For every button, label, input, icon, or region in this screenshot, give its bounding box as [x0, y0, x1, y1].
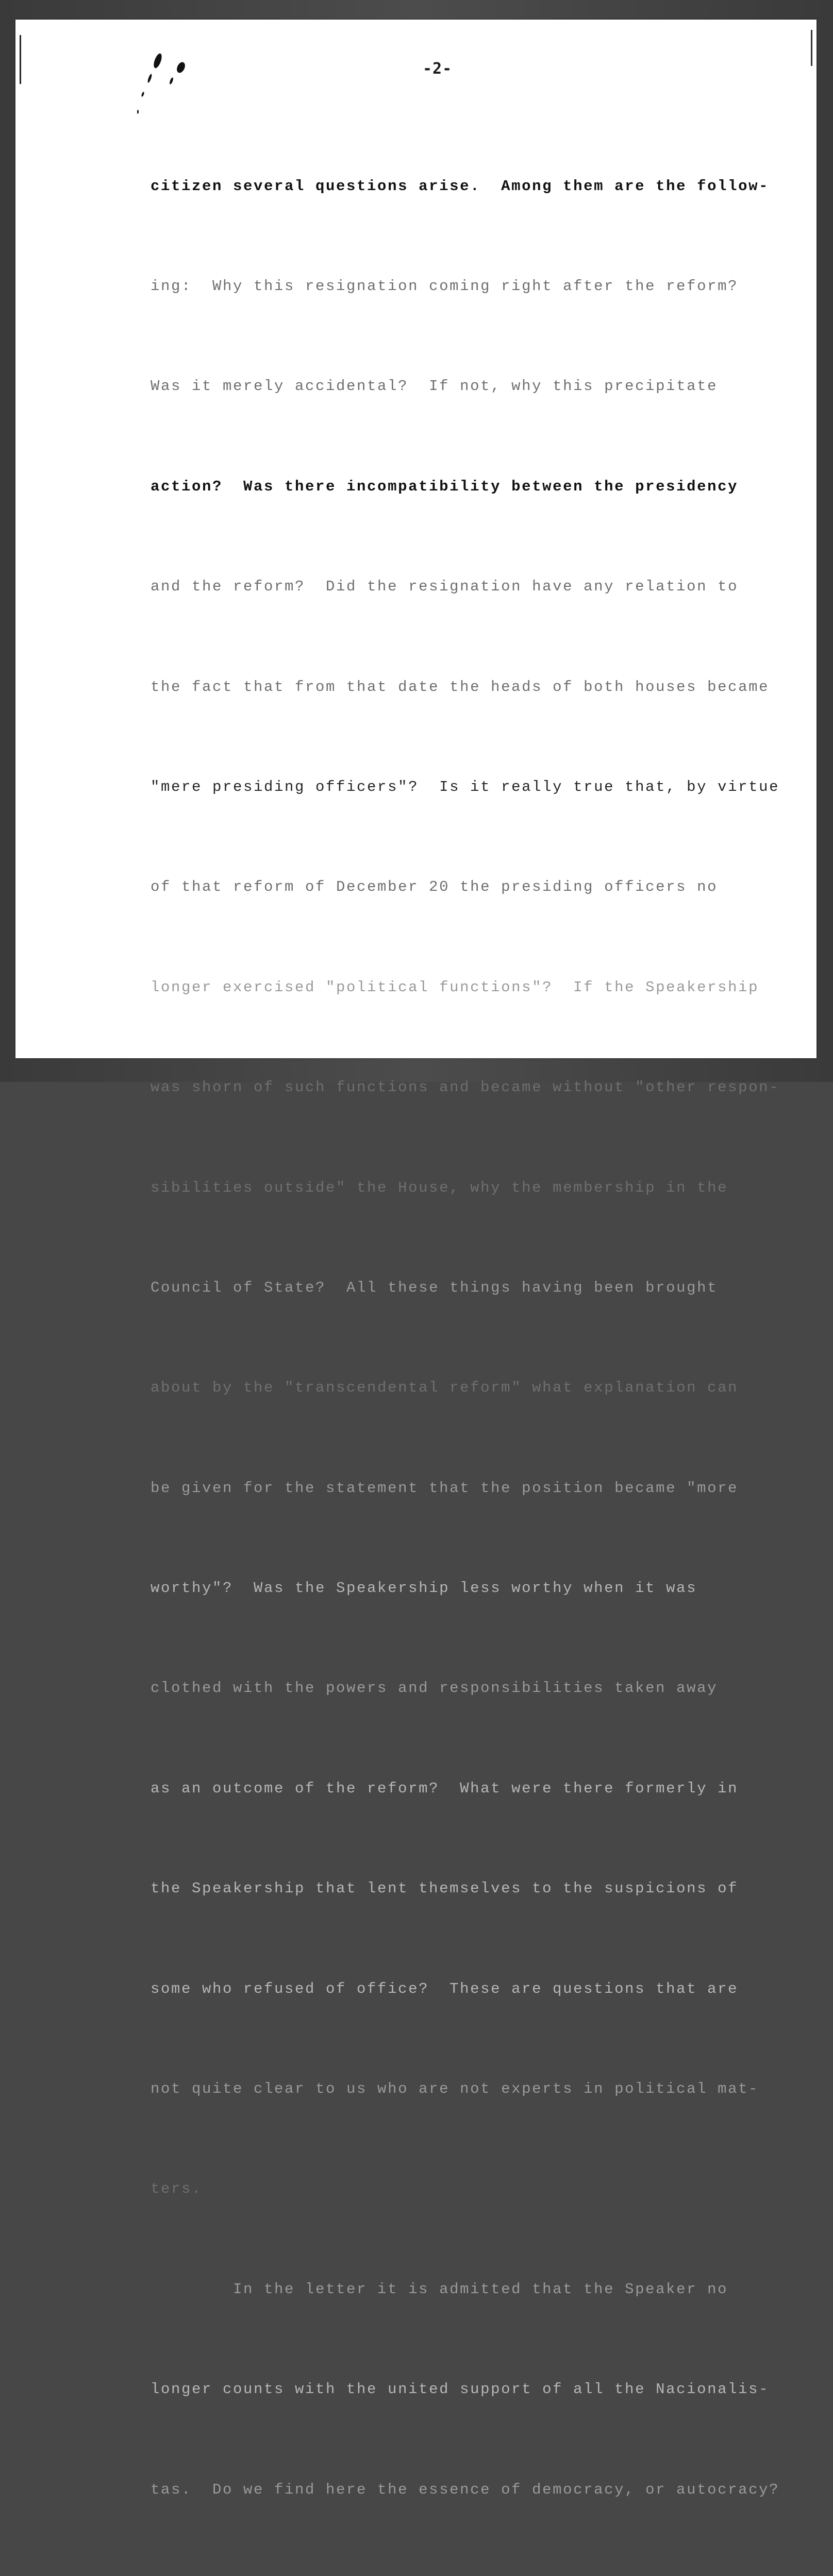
- ink-blot: [147, 74, 153, 83]
- body-line: ing: Why this resignation coming right after the reform?: [151, 277, 739, 295]
- body-line: and the reform? Did the resignation have any relation to: [151, 578, 739, 596]
- body-line: [151, 2573, 790, 2576]
- body-line: longer counts with the united support of all the Nacionalis-: [151, 2381, 770, 2398]
- body-line: action? Was there incompatibility between the presidency: [151, 478, 739, 495]
- body-line: about by the "transcendental reform" what explanation can: [151, 1379, 739, 1397]
- body-line: longer exercised "political functions"? If the Speakership: [151, 978, 759, 996]
- body-line: be given for the statement that the position became "more: [151, 1479, 739, 1497]
- body-line: In the letter it is admitted that the Speaker no: [151, 2280, 728, 2298]
- body-line: of that reform of December 20 the presiding officers no: [151, 878, 718, 896]
- ink-blot: [137, 110, 139, 114]
- body-line: clothed with the powers and responsibilities taken away: [151, 1680, 718, 1697]
- paper-edge-mark-left: [20, 35, 21, 84]
- ink-blot: [175, 61, 187, 74]
- ink-blot: [152, 53, 163, 69]
- body-line: tas. Do we find here the essence of democracy, or autocracy?: [151, 2481, 780, 2498]
- document-page: [15, 20, 817, 2498]
- body-line: some who refused of office? These are questions that are: [151, 1980, 739, 1997]
- document-body: [151, 103, 790, 2576]
- ink-blot: [169, 77, 174, 85]
- ink-blot: [141, 92, 144, 97]
- body-line: sibilities outside" the House, why the membership in the: [151, 1179, 728, 1196]
- body-line: worthy"? Was the Speakership less worthy when it was: [151, 1580, 697, 1597]
- body-line: the fact that from that date the heads of both houses became: [151, 678, 770, 696]
- body-line: was shorn of such functions and became without "other respon-: [151, 1079, 780, 1096]
- body-line: ters.: [151, 2180, 203, 2198]
- body-line: not quite clear to us who are not experts in political mat-: [151, 2080, 759, 2098]
- body-line: citizen several questions arise. Among them are the follow-: [151, 177, 770, 195]
- body-line: Was it merely accidental? If not, why this precipitate: [151, 378, 718, 395]
- page-number: -2-: [423, 60, 453, 78]
- body-line: as an outcome of the reform? What were there formerly in: [151, 1780, 739, 1797]
- body-line: Council of State? All these things having been brought: [151, 1279, 718, 1296]
- body-line: "mere presiding officers"? Is it really true that, by virtue: [151, 778, 780, 795]
- body-line: the Speakership that lent themselves to the suspicions of: [151, 1880, 739, 1897]
- paper-edge-mark-right: [811, 30, 812, 66]
